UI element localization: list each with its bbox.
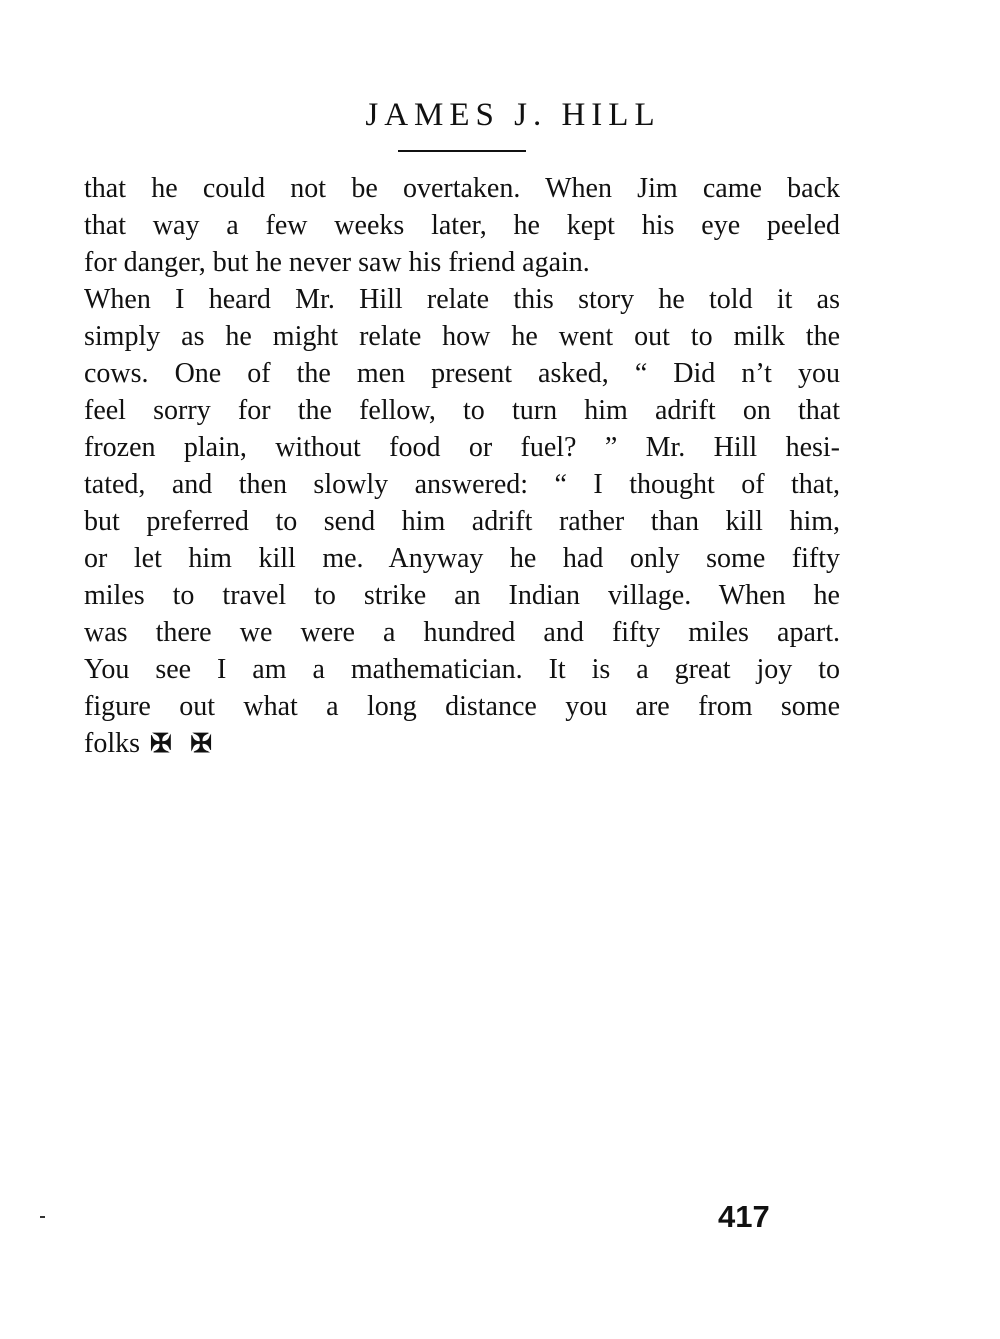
text-line: feel sorry for the fellow, to turn him adrift on that xyxy=(84,395,840,426)
body-text xyxy=(84,170,840,762)
text-line: but preferred to send him adrift rather than kill him, xyxy=(84,506,840,537)
text-line: was there we were a hundred and fifty miles apart. xyxy=(84,617,840,648)
text-line: simply as he might relate how he went out to milk the xyxy=(84,321,840,352)
text-line: figure out what a long distance you are from some xyxy=(84,691,840,722)
text-line: You see I am a mathematician. It is a great joy to xyxy=(84,654,840,685)
text-line: cows. One of the men present asked, “ Did n’t you xyxy=(84,358,840,389)
head-rule xyxy=(398,150,526,152)
text-line-final xyxy=(84,725,840,762)
final-word: folks xyxy=(84,728,140,759)
text-line: for danger, but he never saw his friend again. xyxy=(84,247,590,278)
text-line: miles to travel to strike an Indian village. When he xyxy=(84,580,840,611)
text-line: When I heard Mr. Hill relate this story he told it as xyxy=(84,284,840,315)
text-line: tated, and then slowly answered: “ I thought of that, xyxy=(84,469,840,500)
running-head: JAMES J. HILL xyxy=(365,97,661,133)
text-line: or let him kill me. Anyway he had only some fifty xyxy=(84,543,840,574)
page-number: 417 xyxy=(718,1199,770,1234)
text-line: that he could not be overtaken. When Jim came back xyxy=(84,173,840,204)
scan-speck xyxy=(40,1216,45,1218)
ornament-icon: ✠ ✠ xyxy=(150,729,219,758)
text-line: frozen plain, without food or fuel? ” Mr. Hill hesi- xyxy=(84,432,840,463)
text-line: that way a few weeks later, he kept his eye peeled xyxy=(84,210,840,241)
